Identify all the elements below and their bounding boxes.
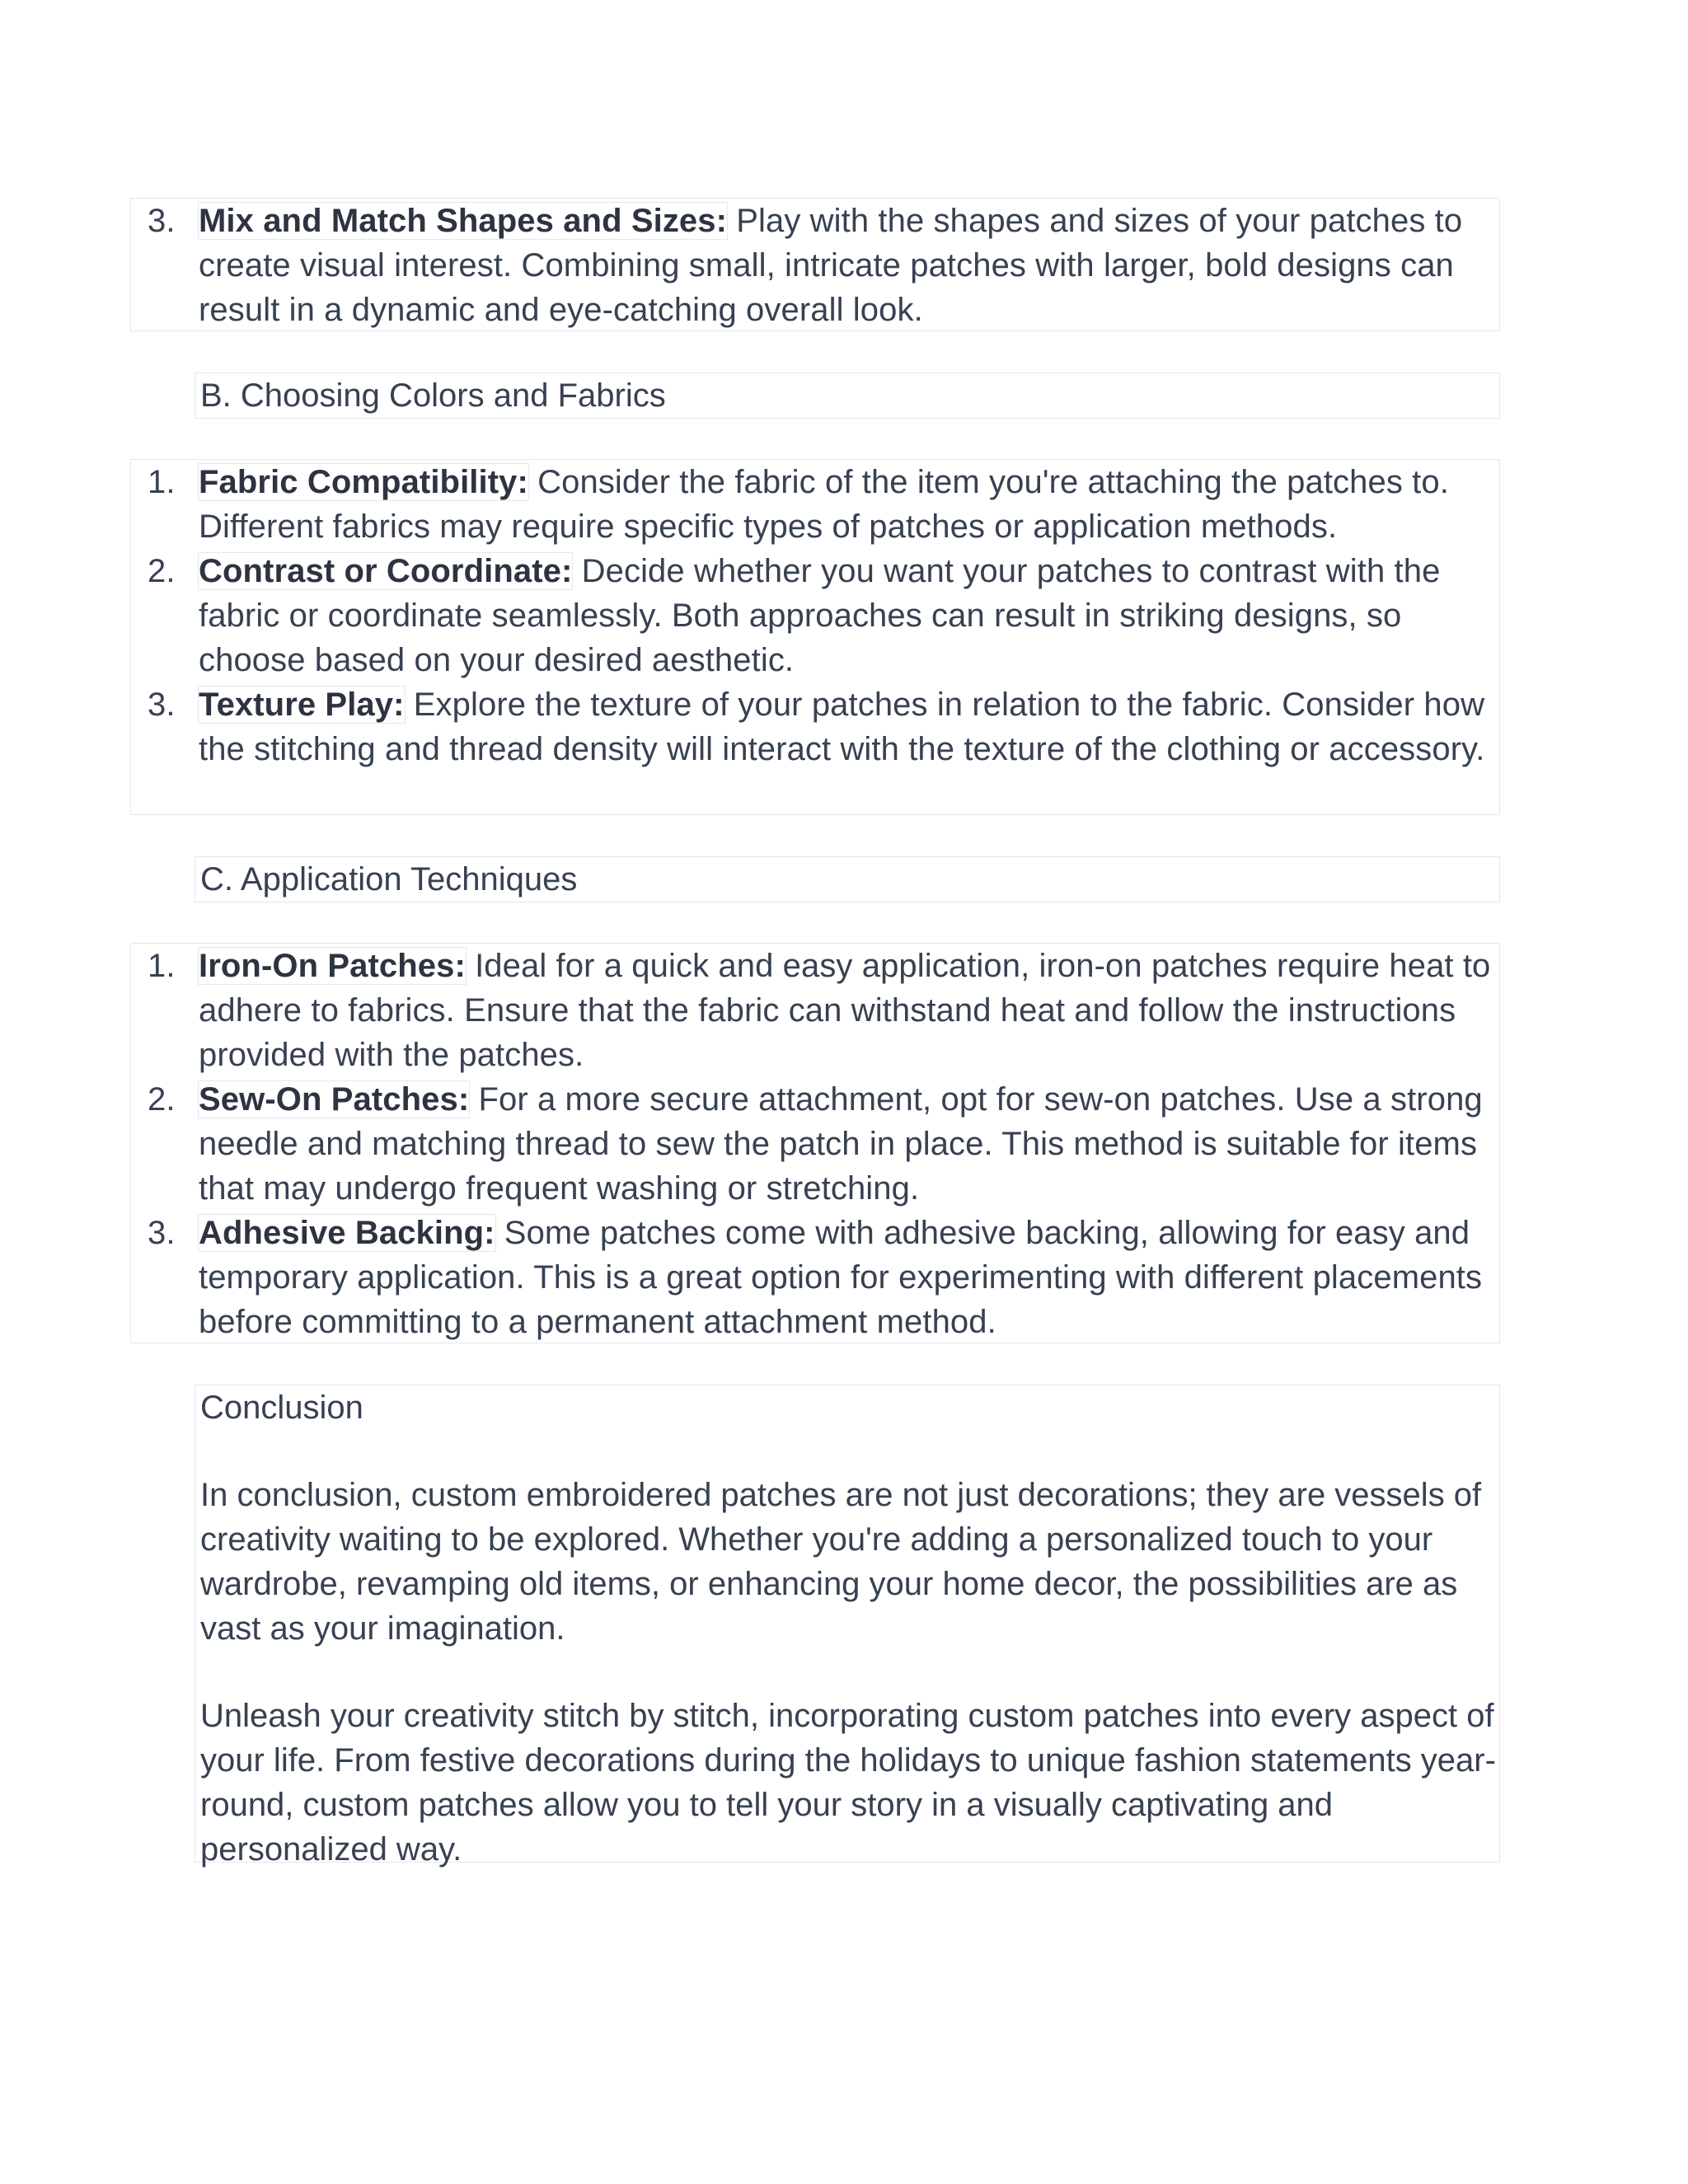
list-item-number: 3. bbox=[148, 203, 176, 239]
paragraph-gap bbox=[200, 1651, 1499, 1694]
list-item-term: Mix and Match Shapes and Sizes: bbox=[199, 203, 728, 239]
list-item-text: Ideal for a quick and easy application, iron-on patches require heat to adhere to fabrics. Ensure that the fabric can withstand heat and follow the instructions provided with the patches. bbox=[199, 948, 1491, 1073]
list-item bbox=[131, 199, 1499, 332]
conclusion-paragraph-2: Unleash your creativity stitch by stitch, incorporating custom patches into every aspect of your life. From festive decorations during the holidays to unique fashion statements year-round, custom patches allow you to tell your story in a visually captivating and personalized way. bbox=[200, 1698, 1496, 1868]
list-application-techniques bbox=[130, 943, 1500, 1343]
list-item-term: Iron-On Patches: bbox=[199, 948, 466, 984]
list-item-number: 1. bbox=[148, 464, 176, 500]
conclusion-paragraph-1: In conclusion, custom embroidered patches are not just decorations; they are vessels of creativity waiting to be explored. Whether you're adding a personalized touch to your wardrobe, revamping old items, or enhancing your home decor, the possibilities are as vast as your imagination. bbox=[200, 1477, 1482, 1647]
list-item-text: Some patches come with adhesive backing, allowing for easy and temporary application. This is a great option for experimenting with different placements before committing to a permanent attachment method. bbox=[199, 1215, 1483, 1340]
list-item-number: 3. bbox=[148, 687, 176, 723]
list-item-number: 2. bbox=[148, 1081, 176, 1118]
list-item-text: Consider the fabric of the item you're attaching the patches to. Different fabrics may require specific types of patches or application methods. bbox=[199, 464, 1449, 545]
conclusion-heading: Conclusion bbox=[200, 1390, 363, 1426]
section-heading-c: C. Application Techniques bbox=[195, 856, 1500, 902]
list-item-text: For a more secure attachment, opt for sew-on patches. Use a strong needle and matching thread to sew the patch in place. This method is suitable for items that may undergo frequent washing or stretching. bbox=[199, 1081, 1483, 1207]
list-item-text: Play with the shapes and sizes of your patches to create visual interest. Combining small, intricate patches with larger, bold designs can result in a dynamic and eye-catching overall look. bbox=[199, 203, 1463, 328]
list-item-term: Sew-On Patches: bbox=[199, 1081, 470, 1118]
list-shapes-sizes bbox=[130, 198, 1500, 331]
list-item-text: Decide whether you want your patches to contrast with the fabric or coordinate seamlessly. Both approaches can result in striking designs, so choose based on your desired aesthetic. bbox=[199, 553, 1441, 678]
list-item-term: Fabric Compatibility: bbox=[199, 464, 528, 500]
list-item bbox=[131, 1211, 1499, 1344]
list-item bbox=[131, 460, 1499, 549]
list-item bbox=[131, 549, 1499, 682]
conclusion-section bbox=[195, 1385, 1500, 1868]
paragraph-gap bbox=[200, 1430, 1499, 1473]
list-item bbox=[131, 944, 1499, 1077]
list-colors-fabrics bbox=[130, 459, 1500, 815]
list-item-number: 3. bbox=[148, 1215, 176, 1251]
list-item-term: Texture Play: bbox=[199, 687, 405, 723]
list-item bbox=[131, 1077, 1499, 1211]
list-item-number: 2. bbox=[148, 553, 176, 589]
list-item-term: Contrast or Coordinate: bbox=[199, 553, 573, 589]
list-item-number: 1. bbox=[148, 948, 176, 984]
list-item bbox=[131, 682, 1499, 771]
section-heading-b: B. Choosing Colors and Fabrics bbox=[195, 373, 1500, 419]
list-item-term: Adhesive Backing: bbox=[199, 1215, 495, 1251]
list-item-text: Explore the texture of your patches in relation to the fabric. Consider how the stitching and thread density will interact with the texture of the clothing or accessory. bbox=[199, 687, 1485, 767]
